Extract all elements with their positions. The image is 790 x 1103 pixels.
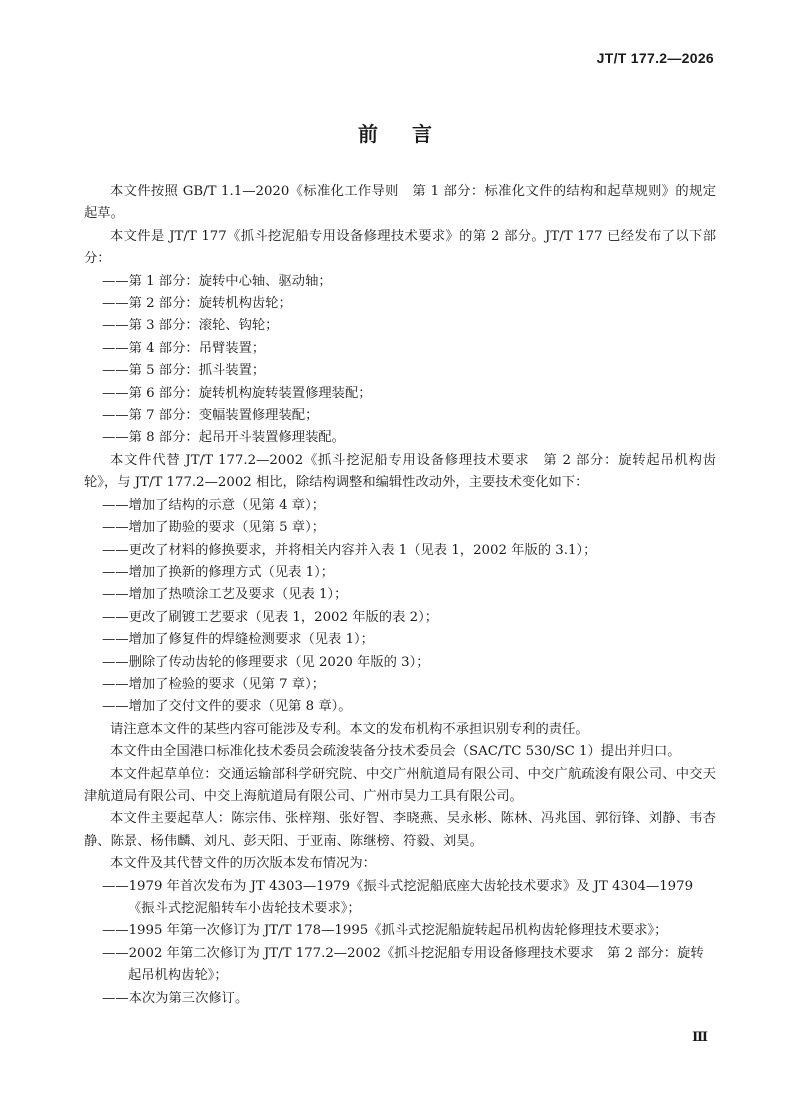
list-item: ——第 5 部分：抓斗装置； [102,363,266,379]
paragraph: 本文件及其代替文件的历次版本发布情况为： [110,856,376,872]
list-item: ——增加了交付文件的要求（见第 8 章）。 [102,699,352,715]
list-item: ——增加了换新的修理方式（见表 1）； [102,564,335,580]
foreword-body [84,181,716,1010]
paragraph: 本文件主要起草人：陈宗伟、张梓翔、张好智、李晓燕、吴永彬、陈林、冯兆国、郭衍锋、刘静、韦杏静、陈景、杨伟麟、刘凡、彭天阳、于亚南、陈继榜、符毅、刘昊。 [84,811,716,849]
list-item: ——1995 年第一次修订为 JT/T 178—1995《抓斗式挖泥船旋转起吊机构齿轮修理技术要求》； [102,923,668,939]
list-item: ——第 1 部分：旋转中心轴、驱动轴； [102,273,332,289]
standard-number: JT/T 177.2—2026 [596,50,714,66]
paragraph: 本文件由全国港口标准化技术委员会疏浚装备分技术委员会（SAC/TC 530/SC 1）提出并归口。 [110,744,681,760]
list-item: ——增加了结构的示意（见第 4 章）； [102,497,326,513]
list-item: ——第 2 部分：旋转机构齿轮； [102,296,292,312]
list-item: ——更改了刷镀工艺要求（见表 1，2002 年版的表 2）； [102,609,439,625]
list-item: ——增加了热喷涂工艺及要求（见表 1）； [102,587,348,603]
list-item: ——第 3 部分：滚轮、钩轮； [102,318,279,334]
paragraph: 本文件代替 JT/T 177.2—2002《抓斗挖泥船专用设备修理技术要求 第 2 部分：旋转起吊机构齿轮》，与 JT/T 177.2—2002 相比，除结构调整和编辑性改动外，主要技术变化如下： [84,452,716,491]
paragraph: 请注意本文件的某些内容可能涉及专利。本文的发布机构不承担识别专利的责任。 [110,721,589,737]
page-number: Ⅲ [692,1030,708,1045]
paragraph: 本文件起草单位：交通运输部科学研究院、中交广州航道局有限公司、中交广航疏浚有限公司、中交天津航道局有限公司、中交上海航道局有限公司、广州市昊力工具有限公司。 [84,766,716,804]
list-item: ——增加了勘验的要求（见第 5 章）； [102,520,326,536]
paragraph: 本文件是 JT/T 177《抓斗挖泥船专用设备修理技术要求》的第 2 部分。JT/T 177 已经发布了以下部分： [84,228,716,267]
list-item: ——2002 年第二次修订为 JT/T 177.2—2002《抓斗挖泥船专用设备修理技术要求 第 2 部分：旋转起吊机构齿轮》； [102,945,704,984]
page-title: 前言 [358,122,466,146]
list-item: ——1979 年首次发布为 JT 4303—1979《振斗式挖泥船底座大齿轮技术要求》及 JT 4304—1979《振斗式挖泥船转车小齿轮技术要求》； [102,878,694,916]
list-item: ——第 7 部分：变幅装置修理装配； [102,408,319,424]
list-item: ——第 6 部分：旋转机构旋转装置修理装配； [102,385,372,401]
list-item: ——第 4 部分：吊臂装置； [102,340,266,356]
list-item: ——增加了检验的要求（见第 7 章）； [102,676,326,692]
list-item: ——本次为第三次修订。 [102,990,249,1006]
list-item: ——删除了传动齿轮的修理要求（见 2020 年版的 3）； [102,654,430,670]
list-item: ——第 8 部分：起吊开斗装置修理装配。 [102,430,345,446]
paragraph: 本文件按照 GB/T 1.1—2020《标准化工作导则 第 1 部分：标准化文件的结构和起草规则》的规定起草。 [84,184,716,222]
list-item: ——增加了修复件的焊缝检测要求（见表 1）； [102,632,374,648]
list-item: ——更改了材料的修换要求，并将相关内容并入表 1（见表 1，2002 年版的 3.1）； [102,542,597,558]
